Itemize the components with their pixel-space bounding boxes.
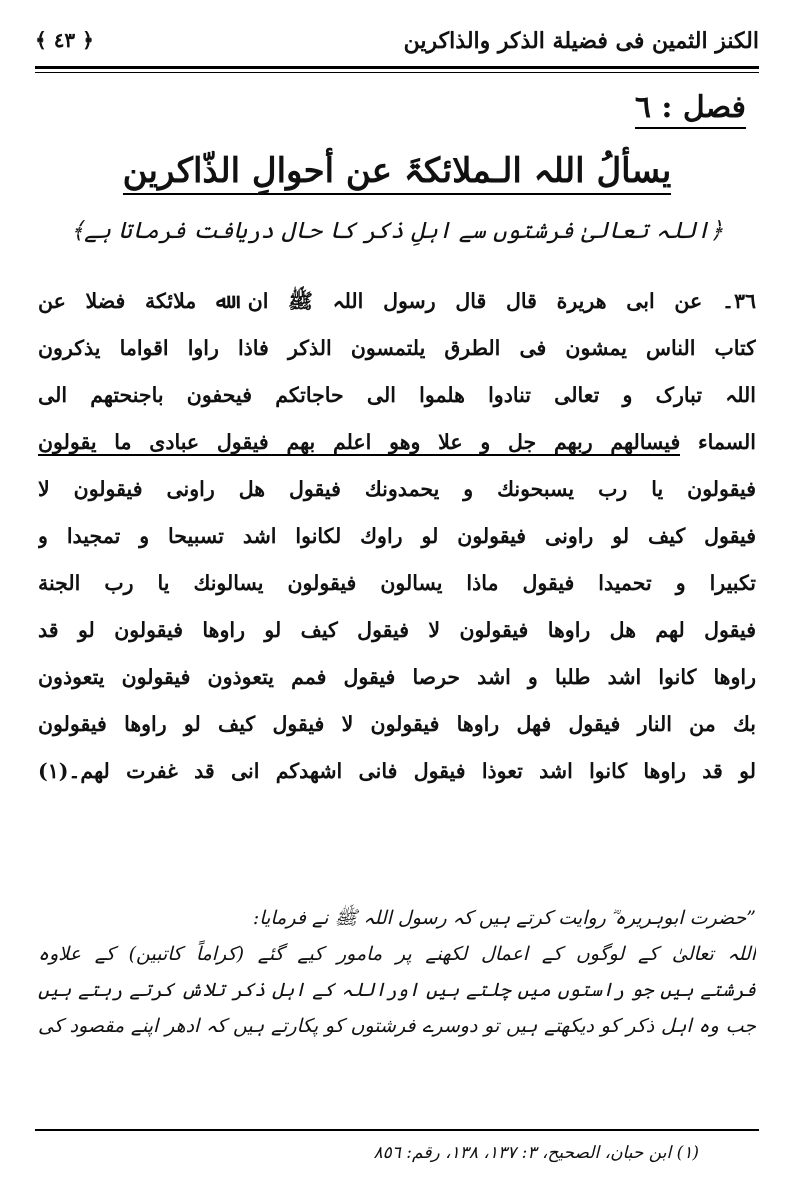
hadith-line: فیقول لهم هل راوها فیقولون لا فیقول کیف لو راوها فیقولون لو قد (38, 618, 756, 642)
hadith-line: بك من النار فیقول فهل راوها فیقولون لا فیقول کیف لو راوها فیقولون (38, 712, 756, 736)
footnote-rule (35, 1129, 759, 1131)
page-number: ﴿ ٤٣ ﴾ (35, 28, 94, 52)
translation-line: ”حضرت ابوہریرہ ؓ روایت کرتے ہیں کہ رسول اللہ ﷺ نے فرمایا: (252, 907, 756, 929)
header-rule-thick (35, 66, 759, 69)
hadith-line: اللہ تبارک و تعالی تنادوا هلموا الی حاجاتکم فیحفون باجنحتهم الی (38, 383, 756, 407)
running-title: الکنز الثمین فی فضیلة الذکر والذاکرین (403, 28, 759, 54)
hadith-line-underlined (38, 419, 756, 466)
chapter-label: فصل : ٦ (635, 90, 746, 129)
hadith-line: راوها کانوا اشد طلبا و اشد حرصا فیقول فمم یتعوذون فیقولون یتعوذون (38, 665, 756, 689)
section-heading (0, 150, 794, 191)
urdu-translation (38, 900, 756, 1044)
hadith-line: فیقول کیف لو راونی فیقولون لو راوك لکانوا اشد تسبیحا و تمجیدا و (38, 524, 756, 548)
page-header (35, 28, 759, 66)
section-subheading: ﴿اللہ تعالیٰ فرشتوں سے اہلِ ذکر کا حال دریافت فرماتا ہے﴾ (70, 218, 724, 244)
hadith-line: ٣٦۔ عن ابی هریرة قال قال رسول اللہ ﷺ ان ﷲ ملائکة فضلا عن (38, 289, 756, 313)
section-heading-text: یسألُ اللہ الـملائکۃَ عن أحوالِ الذّاکرین (123, 151, 672, 195)
hadith-line-start: السماء (680, 430, 756, 454)
header-rule-thin (35, 72, 759, 73)
hadith-line: فیقولون یا رب یسبحونك و یحمدونك فیقول هل راونی فیقولون لا (38, 477, 756, 501)
hadith-line: کتاب الناس یمشون فی الطرق یلتمسون الذکر فاذا راوا اقواما یذکرون (38, 336, 756, 360)
hadith-line: لو قد راوها کانوا اشد تعوذا فیقول فانی اشهدکم انی قد غفرت لهم۔(۱) (38, 759, 756, 783)
underlined-phrase: فیسالهم ربهم جل و علا وهو اعلم بهم فیقول عبادی ما یقولون (38, 430, 681, 454)
translation-line: اللہ تعالیٰ کے لوگوں کے اعمال لکھنے پر مامور کیے گئے (کراماً کاتبین) کے علاوہ (38, 943, 756, 965)
hadith-line: تکبیرا و تحمیدا فیقول ماذا یسالون فیقولون یسالونك یا رب الجنة (38, 571, 756, 595)
translation-line: فرشتے ہیں جو راستوں میں چلتے ہیں اوراللہ کے اہل ذکر تلاش کرتے رہتے ہیں (38, 979, 756, 1001)
footnote: (۱) ابن حبان، الصحیح، ٣: ١٣٧، ١٣٨، رقم: ٨٥٦ (373, 1143, 699, 1163)
hadith-text (38, 278, 756, 795)
translation-line: جب وہ اہل ذکر کو دیکھتے ہیں تو دوسرے فرشتوں کو پکارتے ہیں کہ ادھر اپنے مقصود کی (38, 1015, 756, 1037)
